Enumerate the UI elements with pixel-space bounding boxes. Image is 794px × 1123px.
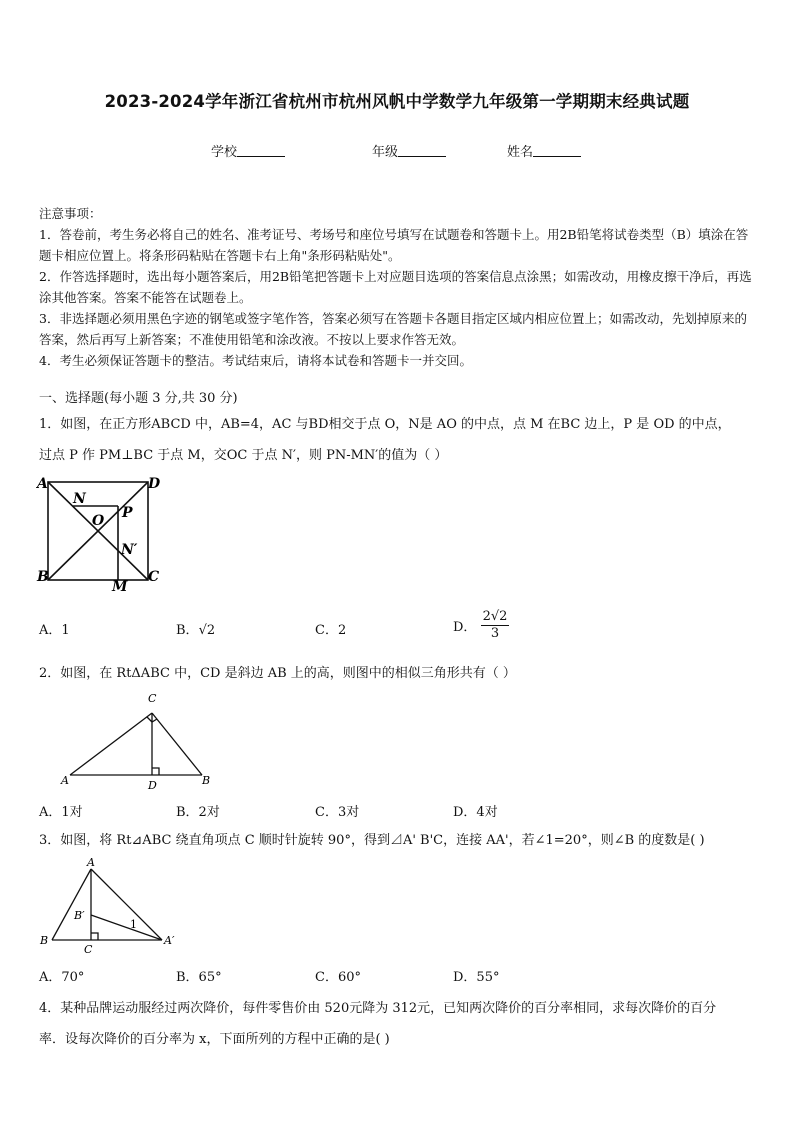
notes-heading: 注意事项： [39, 206, 102, 221]
label-c: C [84, 943, 93, 956]
exam-notes [39, 203, 757, 371]
label-c: C [148, 569, 160, 585]
question-4-text [39, 993, 757, 1055]
grade-blank [398, 144, 446, 157]
label-a: A [87, 856, 95, 869]
q1-option-a: A．1 [39, 623, 70, 638]
label-a: A [61, 774, 69, 787]
note-item: 1．答卷前，考生务必将自己的姓名、准考证号、考场号和座位号填写在试题卷和答题卡上。用2B铅笔将试卷类型（B）填涂在答题卡相应位置上。将条形码粘贴在答题卡右上角"条形码粘贴处"。 [39, 227, 749, 263]
grade-label: 年级 [372, 145, 399, 160]
q2-option-a: A．1对 [39, 805, 83, 820]
school-label: 学校 [211, 145, 238, 160]
label-p: P [122, 505, 133, 521]
fraction-numerator: 2√2 [482, 609, 508, 624]
segment-ba [52, 869, 91, 940]
label-a-prime: A′ [164, 934, 175, 947]
q1-option-d-letter: D． [453, 620, 477, 635]
question-2-text [39, 658, 757, 689]
name-field [507, 141, 581, 160]
question-1-text [39, 409, 757, 471]
right-angle-mark-c [91, 933, 98, 940]
fraction-denominator: 3 [490, 626, 500, 641]
question-3-line-1: 3．如图，将 Rt⊿ABC 绕直角项点 C 顺时针旋转 90°，得到⊿A' B'C，连接 AA'，若∠1=20°，则∠B 的度数是( ) [39, 833, 705, 848]
grade-field [372, 141, 446, 160]
segment-b-prime-a-prime [91, 915, 162, 940]
label-a: A [37, 476, 48, 492]
question-1-line-2: 过点 P 作 PM⊥BC 于点 M，交OC 于点 N′，则 PN-MN′的值为（ ） [39, 448, 448, 463]
q1-option-d [453, 609, 509, 642]
q3-option-c: C．60° [315, 970, 361, 985]
question-3-text [39, 825, 757, 856]
note-item: 3．非选择题必须用黑色字迹的钢笔或签字笔作答，答案必须写在答题卡各题目指定区域内相应位置上；如需改动，先划掉原来的答案，然后再写上新答案；不准使用铅笔和涂改液。不按以上要求作答无效。 [39, 311, 747, 347]
label-n-prime: N′ [121, 542, 138, 558]
school-field [211, 141, 285, 160]
label-n: N [73, 491, 86, 507]
label-angle-1: 1 [130, 918, 137, 931]
section-heading: 一、选择题(每小题 3 分,共 30 分) [39, 391, 238, 406]
label-d: D [148, 779, 157, 792]
label-o: O [92, 513, 105, 529]
label-m: M [112, 579, 128, 594]
school-blank [237, 144, 285, 157]
q1-option-d-fraction [481, 609, 510, 642]
note-item: 2．作答选择题时，选出每小题答案后，用2B铅笔把答题卡上对应题目选项的答案信息点涂黑；如需改动，用橡皮擦干净后，再选涂其他答案。答案不能答在试题卷上。 [39, 269, 752, 305]
exam-title: 2023-2024学年浙江省杭州市杭州风帆中学数学九年级第一学期期末经典试题 [104, 92, 690, 111]
q3-option-a: A．70° [39, 970, 85, 985]
q2-option-b: B．2对 [176, 805, 220, 820]
q1-option-b-math: √2 [198, 623, 216, 638]
label-b: B [202, 774, 211, 787]
note-item: 4．考生必须保证答题卡的整洁。考试结束后，请将本试卷和答题卡一并交回。 [39, 353, 472, 368]
segment-aa-prime [91, 869, 162, 940]
segment-ac [70, 713, 152, 775]
label-b-prime: B′ [74, 909, 85, 922]
question-1-line-1: 1．如图，在正方形ABCD 中，AB=4，AC 与BD相交于点 O，N是 AO 的中点，点 M 在BC 边上，P 是 OD 的中点， [39, 417, 731, 432]
segment-cb [152, 713, 202, 775]
q3-option-d: D．55° [453, 970, 500, 985]
question-1-figure [36, 474, 166, 594]
question-2-figure [58, 688, 218, 792]
label-b: B [40, 934, 49, 947]
right-angle-mark-d [152, 768, 159, 775]
name-label: 姓名 [507, 145, 534, 160]
q3-option-b: B．65° [176, 970, 222, 985]
question-4-line-1: 4．某种品牌运动服经过两次降价，每件零售价由 520元降为 312元，已知两次降价的百分率相同，求每次降价的百分 [39, 1001, 717, 1016]
question-2-line-1: 2．如图，在 RtΔABC 中，CD 是斜边 AB 上的高，则图中的相似三角形共有（ ） [39, 666, 516, 681]
question-3-figure [36, 856, 186, 960]
label-b: B [37, 569, 49, 585]
q2-option-d: D．4对 [453, 805, 498, 820]
q2-option-c: C．3对 [315, 805, 360, 820]
q1-option-b-letter: B． [176, 623, 199, 638]
q1-option-b [176, 619, 215, 638]
name-blank [533, 144, 581, 157]
label-c: C [148, 692, 157, 705]
q1-option-c: C．2 [315, 623, 347, 638]
question-4-line-2: 率．设每次降价的百分率为 x，下面所列的方程中正确的是( ) [39, 1032, 390, 1047]
label-d: D [148, 476, 161, 492]
